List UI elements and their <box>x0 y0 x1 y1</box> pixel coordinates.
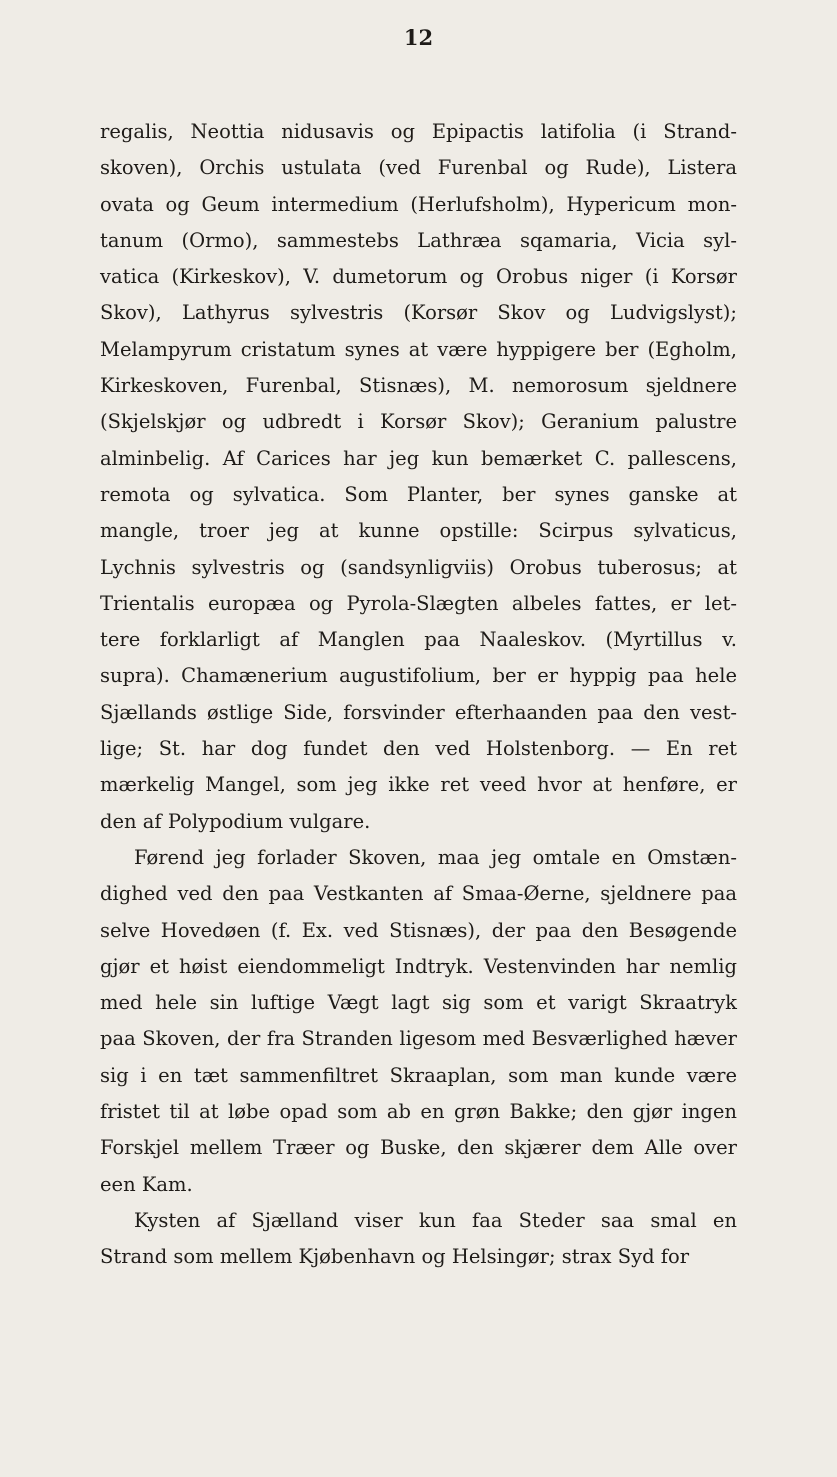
text-line: Melampyrum cristatum synes at være hyppigere ber (Egholm, <box>100 337 737 361</box>
body-text <box>100 114 737 1276</box>
text-line: een Kam. <box>100 1172 193 1196</box>
text-line: remota og sylvatica. Som Planter, ber synes ganske at <box>100 482 737 506</box>
text-line: Lychnis sylvestris og (sandsynligviis) Orobus tuberosus; at <box>100 555 737 579</box>
text-line: supra). Chamænerium augustifolium, ber er hyppig paa hele <box>100 664 737 688</box>
text-line: Kirkeskoven, Furenbal, Stisnæs), M. nemorosum sjeldnere <box>100 374 737 398</box>
text-line: Kysten af Sjælland viser kun faa Steder saa smal en <box>134 1208 737 1232</box>
text-line: alminbelig. Af Carices har jeg kun bemærket C. pallescens, <box>100 446 737 470</box>
page-number: 12 <box>403 25 434 50</box>
text-line: sig i en tæt sammenfiltret Skraaplan, som man kunde være <box>100 1063 737 1087</box>
text-line: Trientalis europæa og Pyrola-Slægten albeles fattes, er let- <box>100 591 737 615</box>
text-line: tanum (Ormo), sammestebs Lathræa sqamaria, Vicia syl- <box>100 228 737 252</box>
paragraph <box>100 840 737 1203</box>
paragraph <box>100 114 737 840</box>
text-line: mærkelig Mangel, som jeg ikke ret veed hvor at henføre, er <box>100 773 737 797</box>
text-line: Strand som mellem Kjøbenhavn og Helsingør; strax Syd for <box>100 1245 690 1269</box>
text-line: med hele sin luftige Vægt lagt sig som et varigt Skraatryk <box>100 991 737 1015</box>
text-line: den af Polypodium vulgare. <box>100 809 371 833</box>
text-line: fristet til at løbe opad som ab en grøn Bakke; den gjør ingen <box>100 1100 737 1124</box>
text-line: (Skjelskjør og udbredt i Korsør Skov); Geranium palustre <box>100 410 737 434</box>
text-line: regalis, Neottia nidusavis og Epipactis latifolia (i Strand- <box>100 120 737 143</box>
text-line: Førend jeg forlader Skoven, maa jeg omtale en Omstæn- <box>134 845 737 869</box>
text-line: paa Skoven, der fra Stranden ligesom med Besværlighed hæver <box>100 1027 737 1051</box>
text-line: tere forklarligt af Manglen paa Naaleskov. (Myrtillus v. <box>100 628 737 652</box>
text-line: selve Hovedøen (f. Ex. ved Stisnæs), der paa den Besøgende <box>100 918 737 942</box>
text-line: gjør et høist eiendommeligt Indtryk. Vestenvinden har nemlig <box>100 954 737 978</box>
text-line: Sjællands østlige Side, forsvinder efterhaanden paa den vest- <box>100 700 737 724</box>
text-line: dighed ved den paa Vestkanten af Smaa-Øerne, sjeldnere paa <box>100 882 737 906</box>
text-line: Skov), Lathyrus sylvestris (Korsør Skov og Ludvigslyst); <box>100 301 737 325</box>
paragraph <box>100 1203 737 1276</box>
text-line: skoven), Orchis ustulata (ved Furenbal og Rude), Listera <box>100 156 737 180</box>
text-line: vatica (Kirkeskov), V. dumetorum og Orobus niger (i Korsør <box>100 265 737 289</box>
text-line: Forskjel mellem Træer og Buske, den skjærer dem Alle over <box>100 1136 737 1160</box>
text-line: lige; St. har dog fundet den ved Holstenborg. — En ret <box>100 737 737 761</box>
text-line: ovata og Geum intermedium (Herlufsholm), Hypericum mon- <box>100 192 737 216</box>
text-line: mangle, troer jeg at kunne opstille: Scirpus sylvaticus, <box>100 519 737 543</box>
